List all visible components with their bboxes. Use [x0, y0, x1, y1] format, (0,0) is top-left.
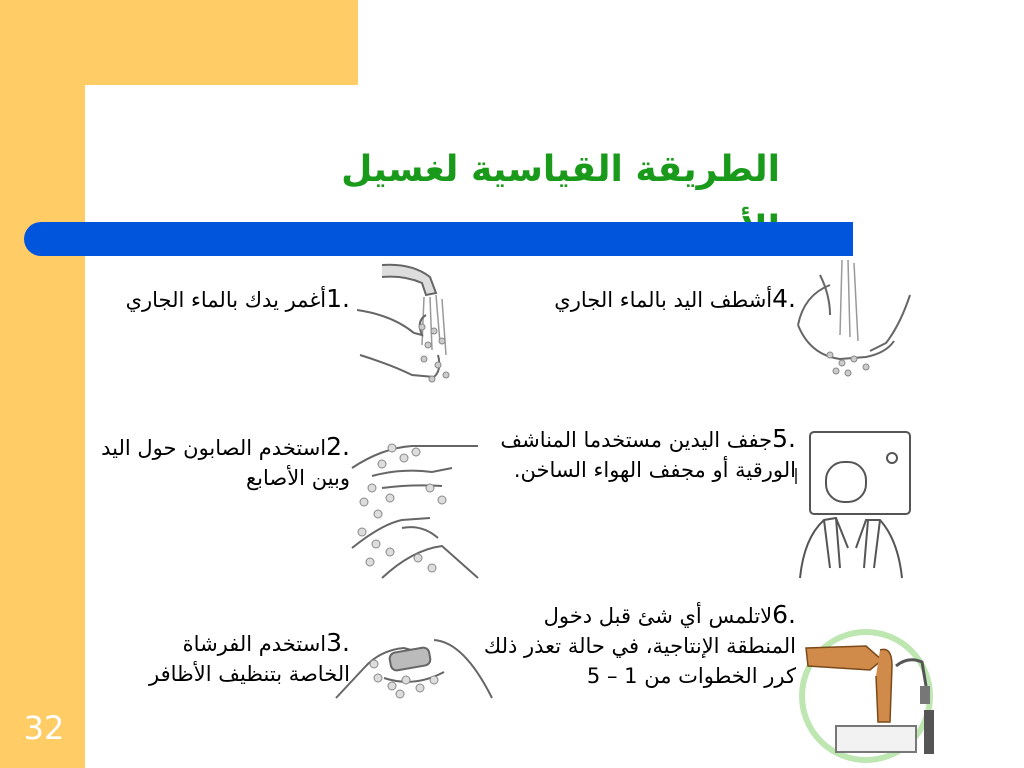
- step-3: [118, 628, 350, 689]
- slide-number: 32: [23, 709, 65, 747]
- step-text: استخدم الفرشاة الخاصة بتنظيف الأظافر: [149, 632, 350, 686]
- step-text: أغمر يدك بالماء الجاري: [125, 288, 327, 312]
- accent-band-left: [0, 0, 85, 768]
- step-4: [470, 284, 796, 315]
- step-number: .5: [772, 424, 796, 453]
- soaping-hands-icon: [342, 428, 482, 583]
- title-underline-bar: [24, 222, 853, 256]
- step-1: [118, 284, 350, 315]
- step-number: .2: [326, 432, 350, 461]
- hands-under-running-water-icon: [352, 255, 467, 390]
- hand-dryer-icon: [790, 428, 915, 583]
- rinsing-hands-icon: [790, 255, 915, 380]
- step-5: [470, 424, 796, 485]
- step-number: .6: [772, 600, 796, 629]
- step-2: [84, 432, 350, 493]
- step-text: لاتلمس أي شئ قبل دخول المنطقة الإنتاجية، في حالة تعذر ذلك كرر الخطوات من 1 – 5: [483, 604, 796, 688]
- step-text: أشطف اليد بالماء الجاري: [554, 288, 773, 312]
- step-text: جفف اليدين مستخدما المناشف الورقية أو مجفف الهواء الساخن.: [500, 428, 796, 482]
- step-number: .4: [772, 284, 796, 313]
- step-6: [470, 600, 796, 691]
- page-title: الطريقة القياسية لغسيل: [341, 149, 780, 190]
- content-corner: [85, 85, 245, 245]
- step-number: .1: [326, 284, 350, 313]
- step-text: استخدم الصابون حول اليد وبين الأصابع: [101, 436, 350, 490]
- hands-at-sink-icon: [796, 626, 946, 766]
- step-number: .3: [326, 628, 350, 657]
